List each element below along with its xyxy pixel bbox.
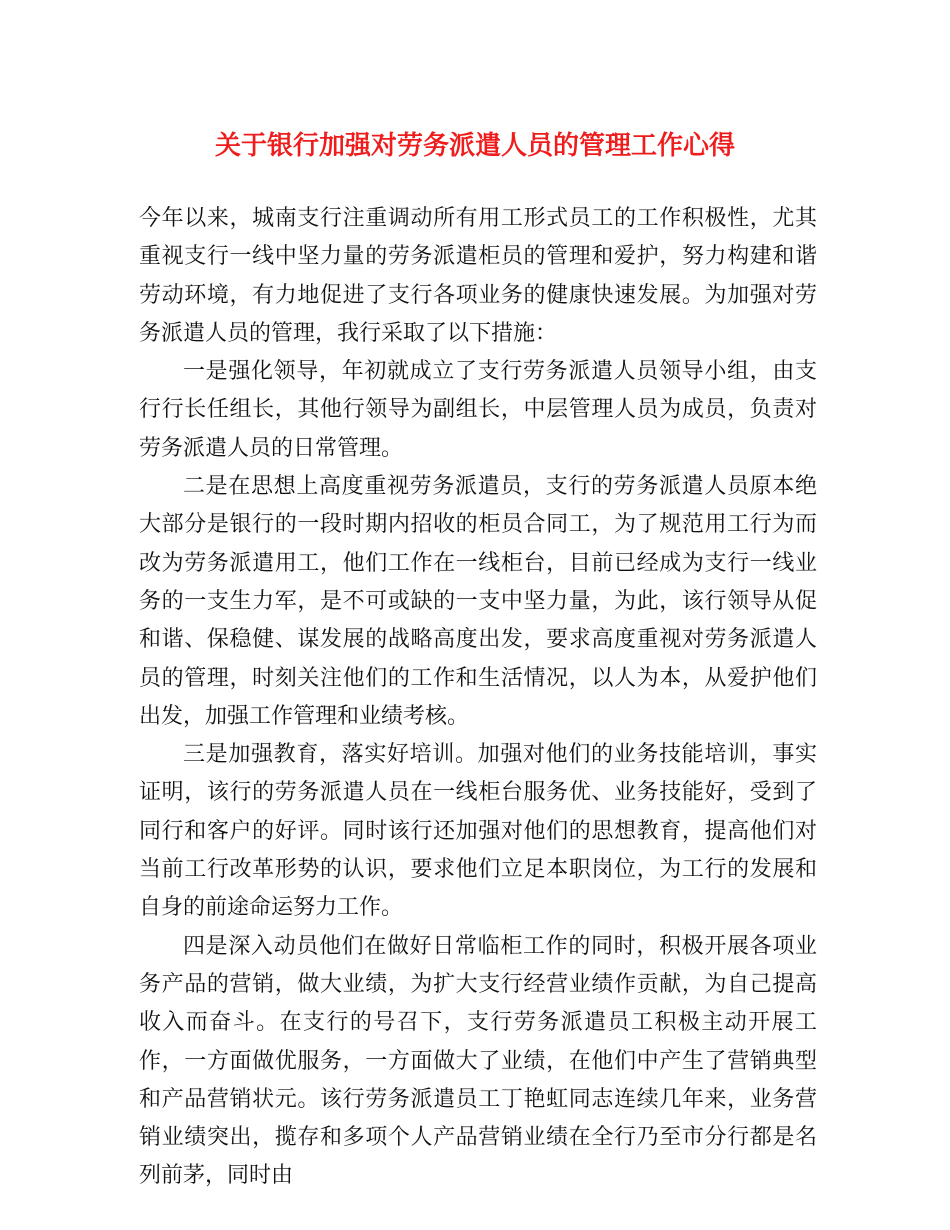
paragraph-measure-4: 四是深入动员他们在做好日常临柜工作的同时，积极开展各项业务产品的营销，做大业绩，为扩大支行经营业绩作贡献，为自己提高收入而奋斗。在支行的号召下，支行劳务派遣员工积极主动开展工作，一方面做优服务，一方面做大了业绩，在他们中产生了营销典型和产品营销状元。该行劳务派遣员工丁艳虹同志连续几年来，业务营销业绩突出，揽存和多项个人产品营销业绩在全行乃至市分行都是名列前茅，同时由 xyxy=(139,933,817,1189)
paragraph-measure-1: 一是强化领导，年初就成立了支行劳务派遣人员领导小组，由支行行长任组长，其他行领导为副组长，中层管理人员为成员，负责对劳务派遣人员的日常管理。 xyxy=(139,359,817,461)
document-title: 关于银行加强对劳务派遣人员的管理工作心得 xyxy=(214,131,735,161)
paragraph-intro: 今年以来，城南支行注重调动所有用工形式员工的工作积极性，尤其重视支行一线中坚力量的劳务派遣柜员的管理和爱护，努力构建和谐劳动环境，有力地促进了支行各项业务的健康快速发展。为加强对劳务派遣人员的管理，我行采取了以下措施： xyxy=(139,206,817,346)
paragraph-measure-2: 二是在思想上高度重视劳务派遣员，支行的劳务派遣人员原本绝大部分是银行的一段时期内招收的柜员合同工，为了规范用工行为而改为劳务派遣用工，他们工作在一线柜台，目前已经成为支行一线业务的一支生力军，是不可或缺的一支中坚力量，为此，该行领导从促和谐、保稳健、谋发展的战略高度出发，要求高度重视对劳务派遣人员的管理，时刻关注他们的工作和生活情况，以人为本，从爱护他们出发，加强工作管理和业绩考核。 xyxy=(139,474,817,729)
paragraph-measure-3: 三是加强教育，落实好培训。加强对他们的业务技能培训，事实证明，该行的劳务派遣人员在一线柜台服务优、业务技能好，受到了同行和客户的好评。同时该行还加强对他们的思想教育，提高他们对当前工行改革形势的认识，要求他们立足本职岗位，为工行的发展和自身的前途命运努力工作。 xyxy=(139,742,817,921)
document-body xyxy=(139,200,817,1196)
